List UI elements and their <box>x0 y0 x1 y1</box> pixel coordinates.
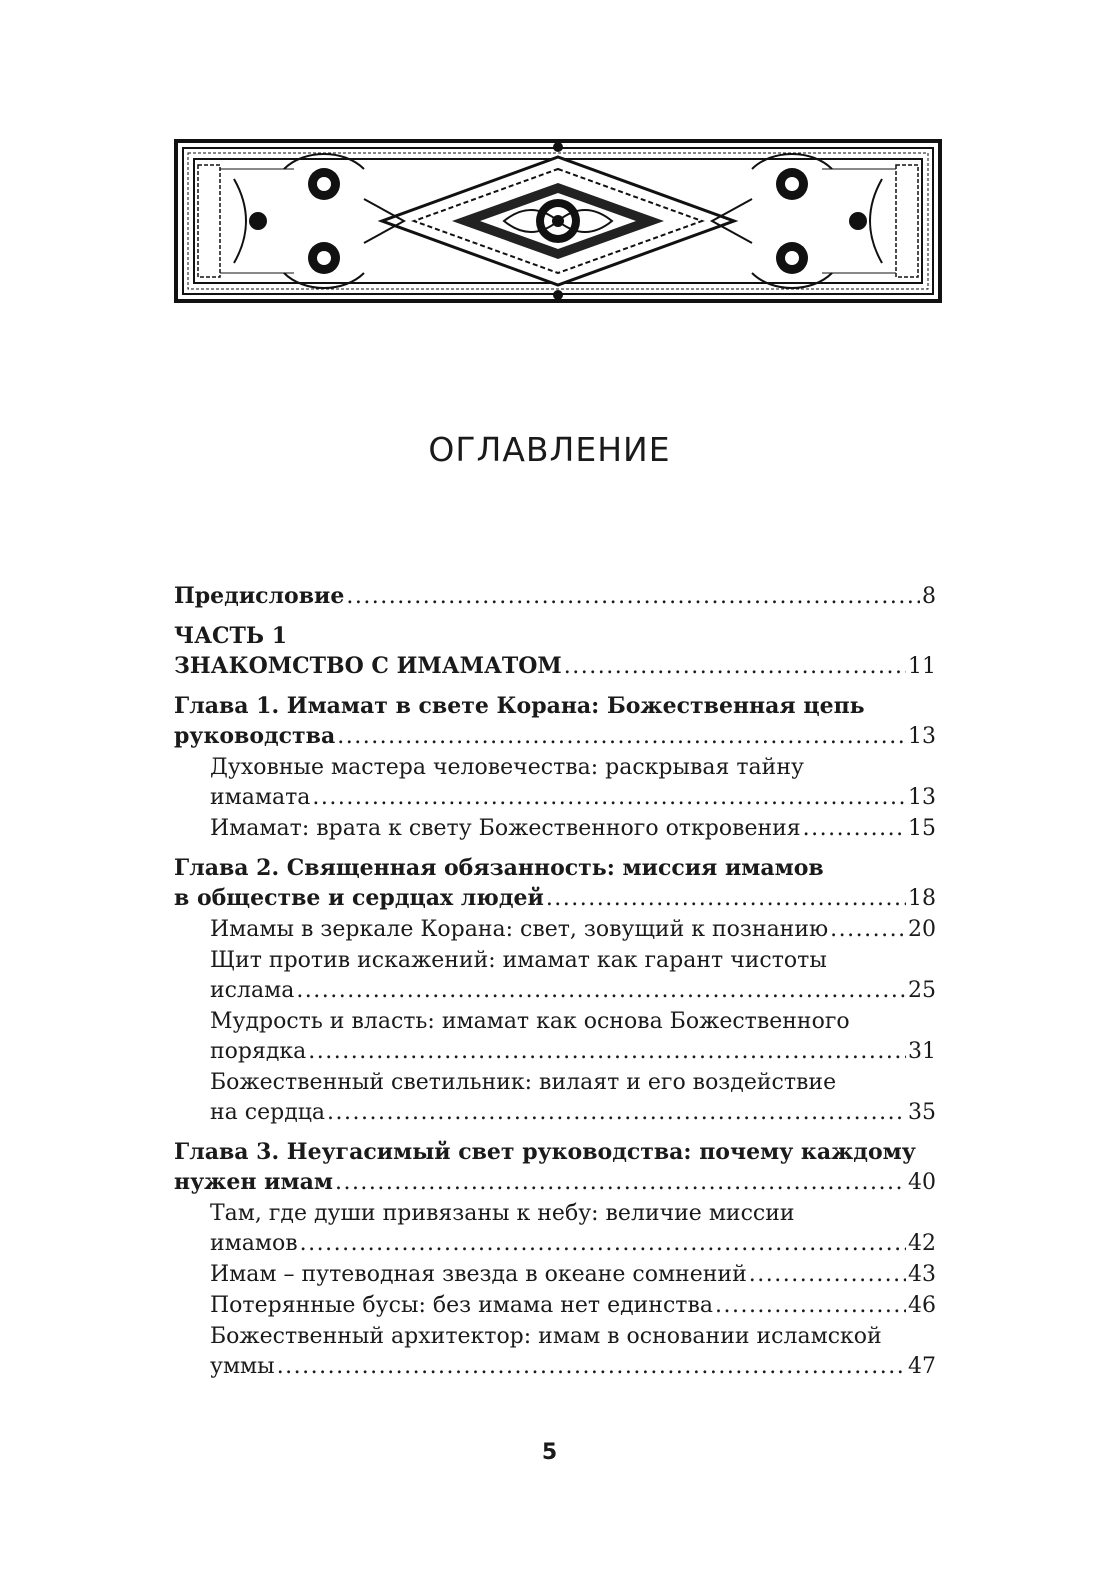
toc-page-number: 31 <box>908 1039 936 1064</box>
toc-entry-text: уммы <box>210 1354 275 1379</box>
dot-leader <box>300 1229 906 1259</box>
toc-entry-text: имамов <box>210 1231 298 1256</box>
toc-entry-text: Имамат: врата к свету Божественного откровения <box>210 816 801 841</box>
dot-leader <box>296 976 906 1006</box>
ornament-image <box>174 139 942 303</box>
dot-leader <box>803 814 906 844</box>
dot-leader <box>327 1098 906 1128</box>
toc-entry-text: руководства <box>174 723 336 749</box>
page-title: ОГЛАВЛЕНИЕ <box>428 430 671 469</box>
toc-entry-text: Глава 2. Священная обязанность: миссия имамов <box>174 855 824 881</box>
toc-chapter-entry <box>174 1137 936 1198</box>
toc-page-number: 42 <box>908 1231 936 1256</box>
table-of-contents <box>174 581 936 1382</box>
dot-leader <box>749 1260 906 1290</box>
toc-page-number: 43 <box>908 1262 936 1287</box>
toc-entry-text: Духовные мастера человечества: раскрывая тайну <box>210 755 804 780</box>
toc-entry-text: Имам – путеводная звезда в океане сомнений <box>210 1262 747 1287</box>
toc-page-number: 47 <box>908 1354 936 1379</box>
toc-entry-text: нужен имам <box>174 1169 333 1195</box>
toc-entry-text: Глава 3. Неугасимый свет руководства: почему каждому <box>174 1139 916 1165</box>
toc-entry-text: Божественный архитектор: имам в основании исламской <box>210 1324 882 1349</box>
toc-page-number: 13 <box>908 724 936 749</box>
toc-section-entry <box>174 946 936 1006</box>
toc-section-entry <box>174 1322 936 1382</box>
toc-entry-text: Щит против искажений: имамат как гарант чистоты <box>210 948 827 973</box>
toc-entry-text: ЧАСТЬ 1 <box>174 623 288 649</box>
dot-leader <box>277 1352 906 1382</box>
dot-leader <box>308 1037 906 1067</box>
dot-leader <box>546 884 906 914</box>
toc-entry-text: в обществе и сердцах людей <box>174 885 544 911</box>
toc-page-number: 8 <box>922 584 936 609</box>
ornamental-banner <box>174 139 942 303</box>
toc-chapter-entry <box>174 691 936 752</box>
toc-entry-text: на сердца <box>210 1100 326 1125</box>
toc-section-entry <box>174 753 936 813</box>
toc-section-entry <box>174 1068 936 1128</box>
toc-section-entry <box>174 1291 936 1321</box>
dot-leader <box>830 915 906 945</box>
toc-page-number: 25 <box>908 978 936 1003</box>
toc-section-entry <box>174 1199 936 1259</box>
page-number: 5 <box>541 1440 558 1465</box>
toc-entry-text: Предисловие <box>174 583 345 609</box>
toc-entry-text: Потерянные бусы: без имама нет единства <box>210 1293 713 1318</box>
toc-entry-text: имамата <box>210 785 311 810</box>
toc-entry-text: Глава 1. Имамат в свете Корана: Божественная цепь <box>174 693 865 719</box>
toc-entry-text: Имамы в зеркале Корана: свет, зовущий к познанию <box>210 917 829 942</box>
toc-chapter-entry <box>174 581 936 612</box>
toc-chapter-entry <box>174 853 936 914</box>
toc-section-entry <box>174 915 936 945</box>
toc-entry-text: Там, где души привязаны к небу: величие миссии <box>210 1201 795 1226</box>
toc-entry-text: Мудрость и власть: имамат как основа Божественного <box>210 1009 850 1034</box>
toc-entry-text: ЗНАКОМСТВО С ИМАМАТОМ <box>174 653 562 679</box>
toc-chapter-entry <box>174 621 936 682</box>
dot-leader <box>312 783 906 813</box>
toc-entry-text: ислама <box>210 978 295 1003</box>
dot-leader <box>337 722 906 752</box>
toc-page-number: 40 <box>908 1170 936 1195</box>
toc-page-number: 20 <box>908 917 936 942</box>
toc-page-number: 13 <box>908 785 936 810</box>
toc-section-entry <box>174 1007 936 1067</box>
toc-page-number: 35 <box>908 1100 936 1125</box>
toc-section-entry <box>174 1260 936 1290</box>
toc-entry-text: порядка <box>210 1039 307 1064</box>
toc-entry-text: Божественный светильник: вилаят и его воздействие <box>210 1070 837 1095</box>
toc-section-entry <box>174 814 936 844</box>
toc-page-number: 18 <box>908 886 936 911</box>
dot-leader <box>346 582 920 612</box>
dot-leader <box>335 1168 906 1198</box>
dot-leader <box>564 652 906 682</box>
toc-page-number: 46 <box>908 1293 936 1318</box>
toc-page-number: 15 <box>908 816 936 841</box>
toc-page-number: 11 <box>908 654 936 679</box>
dot-leader <box>715 1291 906 1321</box>
